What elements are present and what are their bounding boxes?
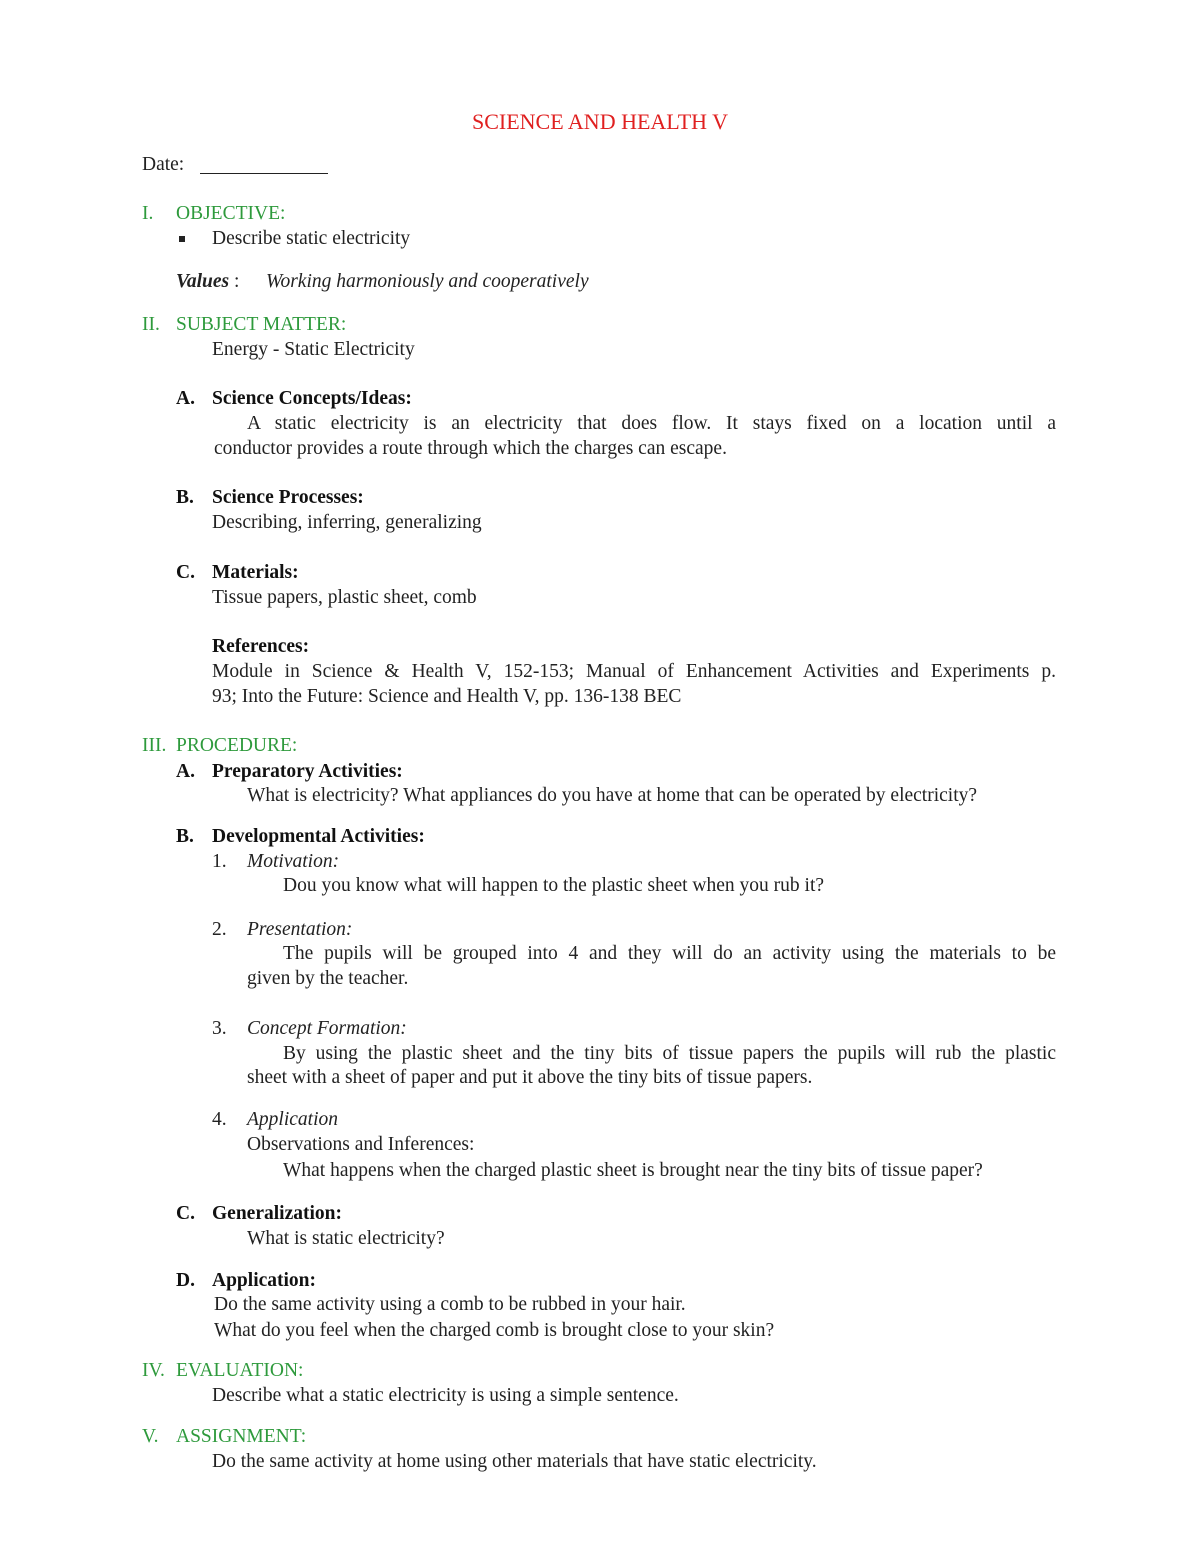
subject-b-label: Science Processes: — [212, 487, 364, 508]
step-3-num: 3. — [212, 1018, 227, 1039]
assignment-text: Do the same activity at home using other materials that have static electricity. — [212, 1451, 817, 1472]
subject-a-letter: A. — [176, 388, 195, 409]
section-num-subject: II. — [142, 314, 160, 335]
procedure-d-label: Application: — [212, 1270, 317, 1291]
subject-c-letter: C. — [176, 562, 195, 583]
references-line-1: Module in Science & Health V, 152-153; Manual of Enhancement Activities and Experiments p. — [212, 661, 1056, 682]
concept-line-1: A static electricity is an electricity that does flow. It stays fixed on a location until a — [247, 413, 1056, 434]
objective-bullet-text: Describe static electricity — [212, 228, 411, 249]
date-blank-line — [200, 173, 328, 174]
application-line-1: Do the same activity using a comb to be rubbed in your hair. — [214, 1294, 686, 1315]
date-label: Date: — [142, 154, 185, 175]
procedure-c-letter: C. — [176, 1203, 195, 1224]
subject-topic: Energy - Static Electricity — [212, 339, 415, 360]
procedure-a-label: Preparatory Activities: — [212, 761, 403, 782]
step-4-num: 4. — [212, 1109, 227, 1130]
step-2-label: Presentation: — [247, 919, 353, 940]
step-2-line-2: given by the teacher. — [247, 968, 409, 989]
concept-line-2: conductor provides a route through which the charges can escape. — [214, 438, 727, 459]
page-title: SCIENCE AND HEALTH V — [471, 109, 729, 134]
section-title-assignment: ASSIGNMENT: — [176, 1426, 307, 1447]
step-4-text: What happens when the charged plastic sheet is brought near the tiny bits of tissue paper? — [283, 1160, 983, 1181]
subject-b-letter: B. — [176, 487, 194, 508]
subject-a-label: Science Concepts/Ideas: — [212, 388, 412, 409]
step-2-line-1: The pupils will be grouped into 4 and they will do an activity using the materials to be — [283, 943, 1056, 964]
procedure-b-letter: B. — [176, 826, 194, 847]
step-3-line-2: sheet with a sheet of paper and put it above the tiny bits of tissue papers. — [247, 1067, 813, 1088]
step-4-label: Application — [247, 1109, 338, 1130]
step-1-label: Motivation: — [247, 851, 340, 872]
step-3-line-1: By using the plastic sheet and the tiny bits of tissue papers the pupils will rub the plastic — [283, 1043, 1056, 1064]
references-label: References: — [212, 636, 310, 657]
step-1-num: 1. — [212, 851, 227, 872]
processes-text: Describing, inferring, generalizing — [212, 512, 482, 533]
subject-c-label: Materials: — [212, 562, 299, 583]
step-4-subtitle: Observations and Inferences: — [247, 1134, 475, 1155]
values-label: Values — [176, 271, 230, 292]
section-num-evaluation: IV. — [142, 1360, 165, 1381]
values-text: Working harmoniously and cooperatively — [266, 271, 589, 292]
section-title-procedure: PROCEDURE: — [176, 735, 298, 756]
section-num-objective: I. — [142, 203, 154, 224]
section-num-procedure: III. — [142, 735, 167, 756]
section-title-objective: OBJECTIVE: — [176, 203, 286, 224]
generalization-text: What is static electricity? — [247, 1228, 445, 1249]
references-line-2: 93; Into the Future: Science and Health V, pp. 136-138 BEC — [212, 686, 682, 707]
preparatory-text: What is electricity? What appliances do you have at home that can be operated by electricity? — [247, 785, 978, 806]
materials-text: Tissue papers, plastic sheet, comb — [212, 587, 477, 608]
procedure-a-letter: A. — [176, 761, 195, 782]
values-colon: : — [234, 271, 240, 292]
procedure-b-label: Developmental Activities: — [212, 826, 425, 847]
application-line-2: What do you feel when the charged comb is brought close to your skin? — [214, 1320, 775, 1341]
evaluation-text: Describe what a static electricity is using a simple sentence. — [212, 1385, 679, 1406]
step-3-label: Concept Formation: — [247, 1018, 407, 1039]
bullet-icon — [179, 236, 185, 242]
section-title-evaluation: EVALUATION: — [176, 1360, 304, 1381]
step-1-text: Dou you know what will happen to the plastic sheet when you rub it? — [283, 875, 825, 896]
section-title-subject: SUBJECT MATTER: — [176, 314, 347, 335]
step-2-num: 2. — [212, 919, 227, 940]
procedure-c-label: Generalization: — [212, 1203, 342, 1224]
procedure-d-letter: D. — [176, 1270, 195, 1291]
section-num-assignment: V. — [142, 1426, 159, 1447]
